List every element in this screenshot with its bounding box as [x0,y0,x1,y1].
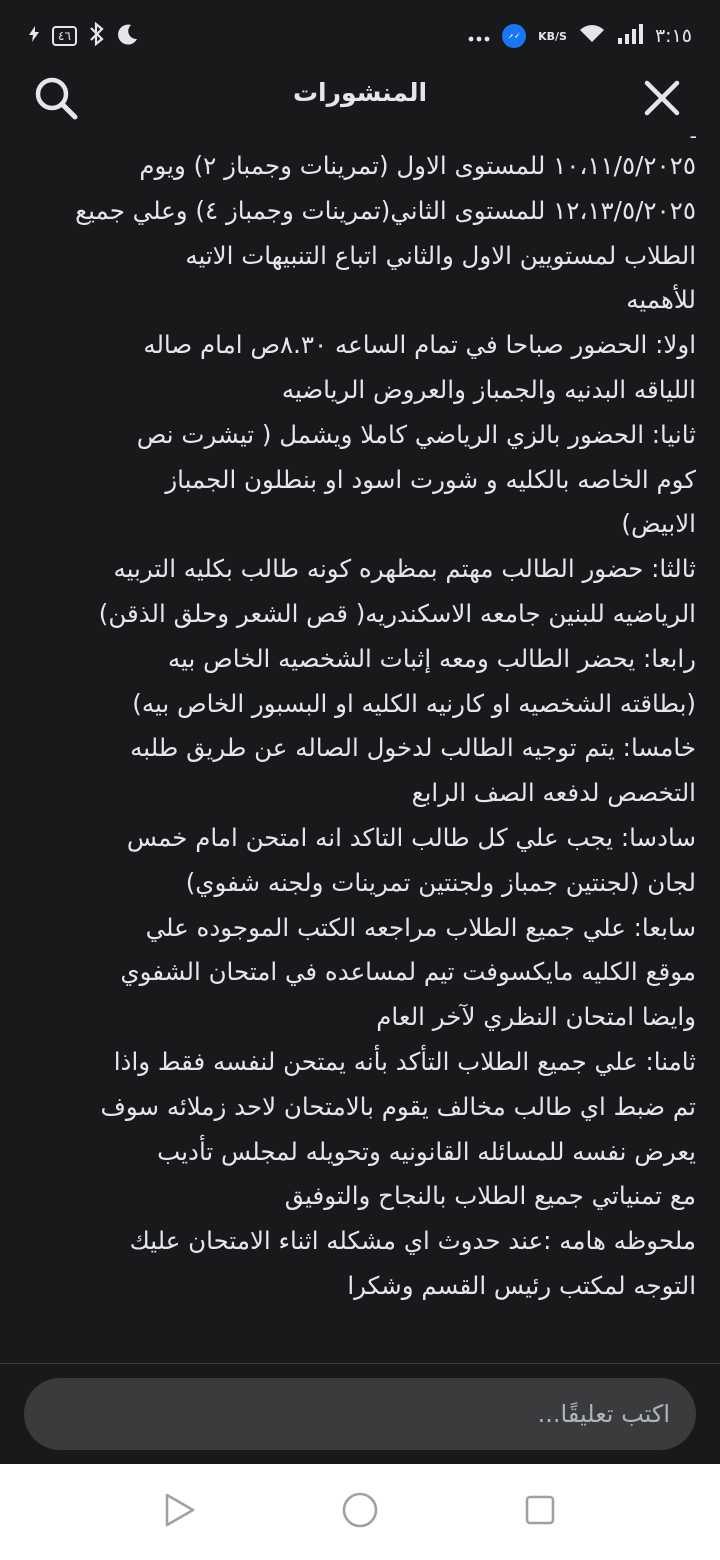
charging-icon [28,26,40,46]
post-text-line: كوم الخاصه بالكليه و شورت اسود او بنطلون الجمباز [165,464,696,494]
post-text-line: ١٠،١١/٥/٢٠٢٥ للمستوى الاول (تمرينات وجمباز ٢) ويوم [139,151,696,180]
post-text-line: موقع الكليه مايكسوفت تيم لمساعده في امتحان الشفوي [120,957,696,987]
comment-input[interactable] [24,1378,696,1450]
system-nav-bar [0,1464,720,1560]
close-button[interactable] [638,76,686,124]
post-text-line: الطلاب لمستويين الاول والثاني اتباع التنبيهات الاتيه [185,240,696,270]
close-icon [644,80,680,120]
post-text-line: تم ضبط اي طالب مخالف يقوم بالامتحان لاحد زملائه سوف [100,1091,696,1121]
post-text-line: سابعا: علي جميع الطلاب مراجعه الكتب الموجوده علي [145,912,696,942]
more-dots-icon [468,27,490,46]
post-text-line: اولا: الحضور صباحا في تمام الساعه ٨.٣٠ص امام صاله [143,330,696,360]
post-text-line: ثالثا: حضور الطالب مهتم بمظهره كونه طالب بكليه التربيه [113,554,696,584]
bluetooth-icon [89,22,105,50]
back-button[interactable] [160,1492,200,1532]
signal-icon [617,24,643,48]
recent-square-icon [524,1494,556,1530]
post-text-line: ثامنا: علي جميع الطلاب التأكد بأنه يمتحن لنفسه فقط واذا [113,1046,696,1076]
clock: ٣:١٥ [654,25,692,47]
home-button[interactable] [340,1492,380,1532]
page-title: المنشورات [292,78,428,107]
battery-level: ٤٦ [52,26,77,46]
battery-icon [52,26,77,46]
post-text-line: ١٢،١٣/٥/٢٠٢٥ للمستوى الثاني(تمرينات وجمباز ٤) وعلي جميع [75,195,696,225]
messenger-icon [502,24,526,48]
post-text-line: ملحوظه هامه :عند حدوث اي مشكله اثناء الامتحان عليك [129,1226,696,1256]
status-bar-left [28,22,139,50]
comment-box [24,1378,696,1450]
status-bar [0,0,720,72]
post-text-line: مع تمنياتي جميع الطلاب بالنجاح والتوفيق [284,1181,696,1211]
post-text-line: للأهميه [626,285,696,315]
post-text-line: يعرض نفسه للمسائله القانونيه وتحويله لمجلس تأديب [157,1136,696,1166]
net-speed: KB/S [538,29,567,43]
home-circle-icon [341,1491,379,1533]
post-text-line: لجان (لجنتين جمباز ولجنتين تمرينات ولجنه شفوي) [185,867,696,897]
post-text-line: الابيض) [621,509,696,539]
post-text-line: خامسا: يتم توجيه الطالب لدخول الصاله عن طريق طلبه [130,733,696,763]
post-text [22,122,696,1358]
wifi-icon [579,24,605,48]
post-text-line: رابعا: يحضر الطالب ومعه إثبات الشخصيه الخاص بيه [168,643,696,673]
post-text-line: وايضا امتحان النظري لآخر العام [376,1002,696,1032]
post-text-clipped-line: ـ [690,122,696,143]
post-text-line: (بطاقته الشخصيه او كارنيه الكليه او البسبور الخاص بيه) [132,688,696,718]
status-bar-right [468,24,692,48]
post-text-line: الرياضيه للبنين جامعه الاسكندريه( قص الشعر وحلق الذقن) [98,598,696,628]
post-text-line: التوجه لمكتب رئيس القسم وشكرا [347,1270,696,1300]
recent-apps-button[interactable] [520,1492,560,1532]
post-text-line: سادسا: يجب علي كل طالب التاكد انه امتحن امام خمس [126,822,696,852]
post-text-line: ثانيا: الحضور بالزي الرياضي كاملا ويشمل ( تيشرت نص [136,419,696,449]
back-triangle-icon [163,1492,197,1532]
post-text-line: اللياقه البدنيه والجمباز والعروض الرياضيه [281,374,696,404]
divider [0,1363,720,1364]
post-text-line: التخصص لدفعه الصف الرابع [411,778,696,808]
moon-icon [117,23,139,49]
